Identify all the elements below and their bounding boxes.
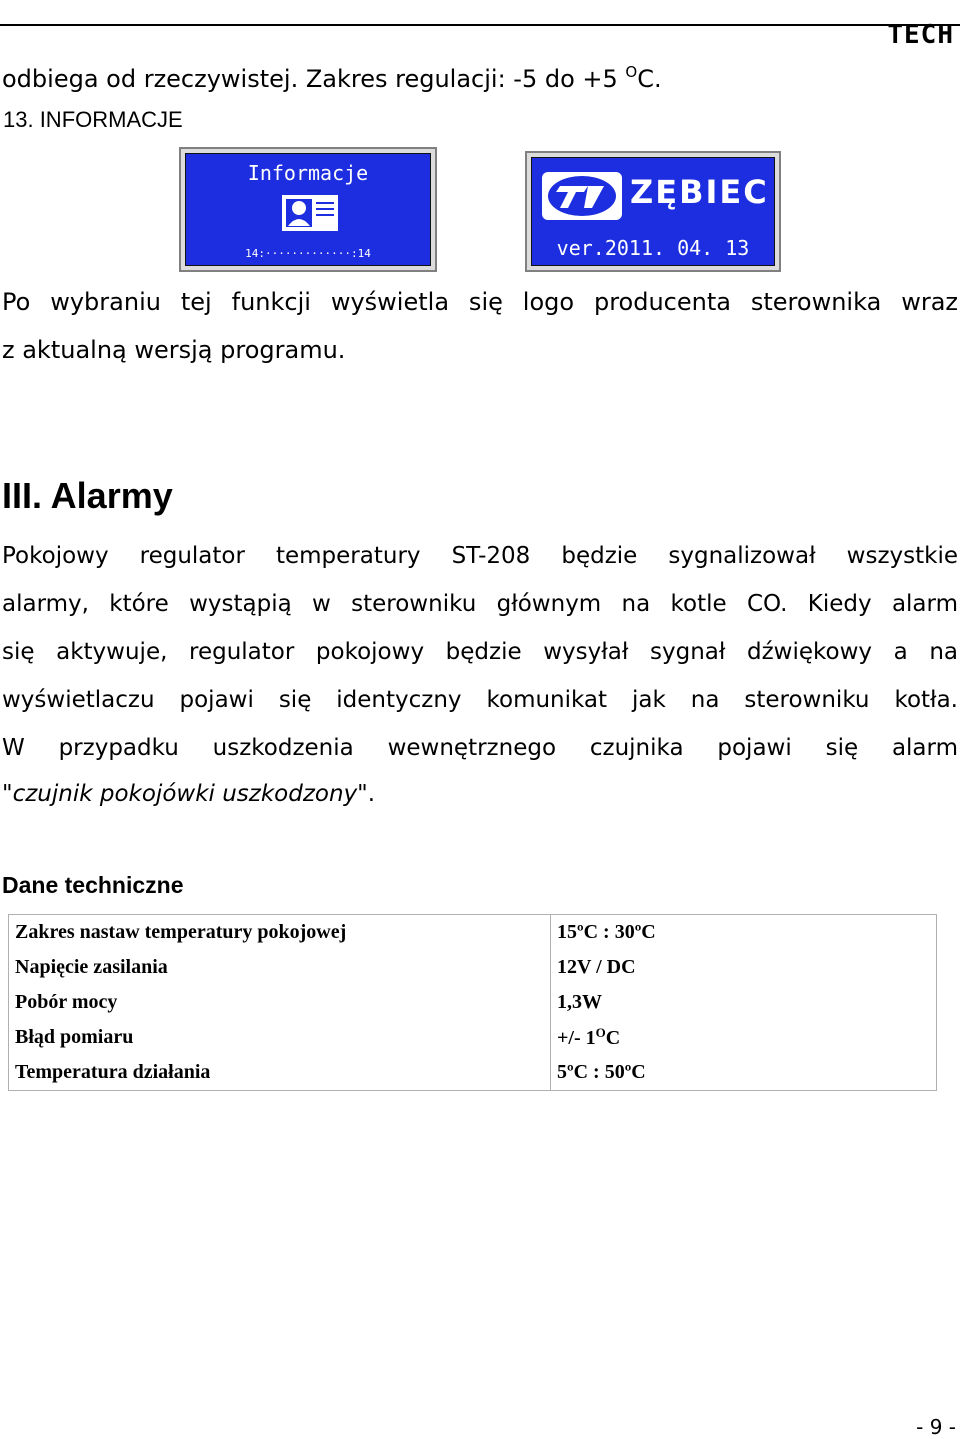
- spec-value: [551, 1020, 937, 1055]
- section-13-title: 13. INFORMACJE: [3, 107, 183, 132]
- intro-text-end: C.: [637, 65, 662, 93]
- spec-value: 15ºC : 30ºC: [551, 915, 937, 951]
- alarmy-line-3: się aktywuje, regulator pokojowy będzie wysyłał sygnał dźwiękowy a na: [2, 639, 958, 665]
- alarmy-line-6: [2, 770, 958, 818]
- header-rule: [0, 20, 960, 50]
- alarmy-title: III. Alarmy: [2, 475, 173, 516]
- spec-label: Napięcie zasilania: [9, 950, 551, 985]
- screen-logo: [525, 151, 781, 272]
- spec-value: 5ºC : 50ºC: [551, 1055, 937, 1091]
- table-row: [9, 950, 937, 985]
- dane-title: Dane techniczne: [2, 872, 184, 898]
- spec-table: [8, 914, 937, 1091]
- intro-text: odbiega od rzeczywistej. Zakres regulacji: -5 do +5: [2, 65, 626, 93]
- brand-word: ZĘBIEC: [630, 173, 769, 211]
- spec-value: 1,3W: [551, 985, 937, 1020]
- page-number: - 9 -: [916, 1415, 956, 1439]
- table-row: [9, 985, 937, 1020]
- alarmy-line-5: W przypadku uszkodzenia wewnętrznego czujnika pojawi się alarm: [2, 735, 958, 761]
- spec-value-pre: +/- 1: [557, 1027, 596, 1049]
- info-paragraph-line-2: z aktualną wersją programu.: [2, 336, 346, 364]
- spec-label: Temperatura działania: [9, 1055, 551, 1091]
- alarmy-line-6-tail: .: [367, 781, 376, 807]
- spec-value: 12V / DC: [551, 950, 937, 985]
- version-text: ver.2011. 04. 13: [556, 236, 750, 260]
- table-row: [9, 1020, 937, 1055]
- alarm-message: "czujnik pokojówki uszkodzony": [2, 781, 368, 807]
- lcd-display: [531, 157, 775, 266]
- lcd-footer: 14:·············:14: [245, 247, 371, 260]
- info-icon: [276, 192, 348, 236]
- lcd-display: [185, 153, 431, 266]
- spec-label: Pobór mocy: [9, 985, 551, 1020]
- spec-value-post: C: [605, 1027, 621, 1049]
- intro-degree-sup: O: [625, 63, 638, 81]
- table-row: [9, 1055, 937, 1091]
- intro-line: [2, 57, 662, 94]
- lcd-title: Informacje: [247, 161, 369, 185]
- info-paragraph-line-1: Po wybraniu tej funkcji wyświetla się logo producenta sterownika wraz: [2, 288, 958, 316]
- screen-informacje: [179, 147, 437, 272]
- table-row: [9, 915, 937, 951]
- alarmy-line-4: wyświetlaczu pojawi się identyczny komunikat jak na sterowniku kotła.: [2, 687, 958, 713]
- brand-logo-text: TECH: [887, 20, 954, 50]
- spec-value-sup: O: [595, 1025, 606, 1040]
- alarmy-line-1: Pokojowy regulator temperatury ST-208 będzie sygnalizował wszystkie: [2, 543, 958, 569]
- spec-label: Zakres nastaw temperatury pokojowej: [9, 915, 551, 951]
- spec-label: Błąd pomiaru: [9, 1020, 551, 1055]
- alarmy-line-2: alarmy, które wystąpią w sterowniku głównym na kotle CO. Kiedy alarm: [2, 591, 958, 617]
